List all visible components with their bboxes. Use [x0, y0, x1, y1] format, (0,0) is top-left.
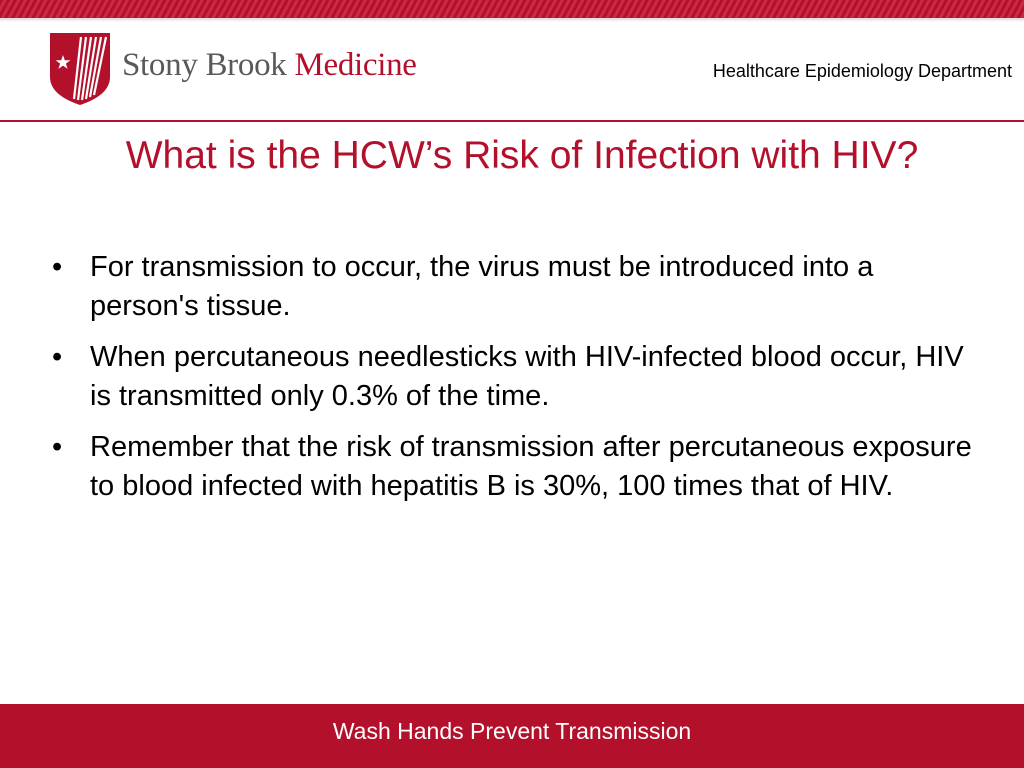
- logo-text-stony-brook: Stony Brook: [122, 46, 287, 83]
- bullet-marker: •: [52, 251, 63, 283]
- bullet-text: Remember that the risk of transmission after percutaneous exposure to blood infected with hepatitis B is 30%, 100 times that of HIV.: [90, 431, 972, 502]
- top-stripe-shadow: [0, 18, 1024, 22]
- header-divider: [0, 120, 1024, 122]
- slide-title: What is the HCW’s Risk of Infection with HIV?: [125, 134, 919, 177]
- bullet-item: [52, 338, 972, 416]
- logo-wordmark: [122, 47, 417, 84]
- bullet-marker: •: [52, 431, 63, 463]
- bullet-item: [52, 428, 972, 506]
- logo-text-medicine: Medicine: [294, 46, 417, 83]
- bullet-marker: •: [52, 341, 63, 373]
- bullet-text: For transmission to occur, the virus must be introduced into a person's tissue.: [90, 251, 874, 322]
- bullet-text: When percutaneous needlesticks with HIV-infected blood occur, HIV is transmitted only 0.3% of the time.: [90, 341, 964, 412]
- shield-logo-icon: [50, 33, 110, 105]
- footer-slogan: Wash Hands Prevent Transmission: [332, 718, 692, 744]
- bullet-list: [52, 248, 972, 518]
- stony-brook-medicine-logo: [50, 33, 417, 105]
- department-name: Healthcare Epidemiology Department: [712, 61, 1012, 81]
- top-decorative-stripe: [0, 0, 1024, 18]
- bullet-item: [52, 248, 972, 326]
